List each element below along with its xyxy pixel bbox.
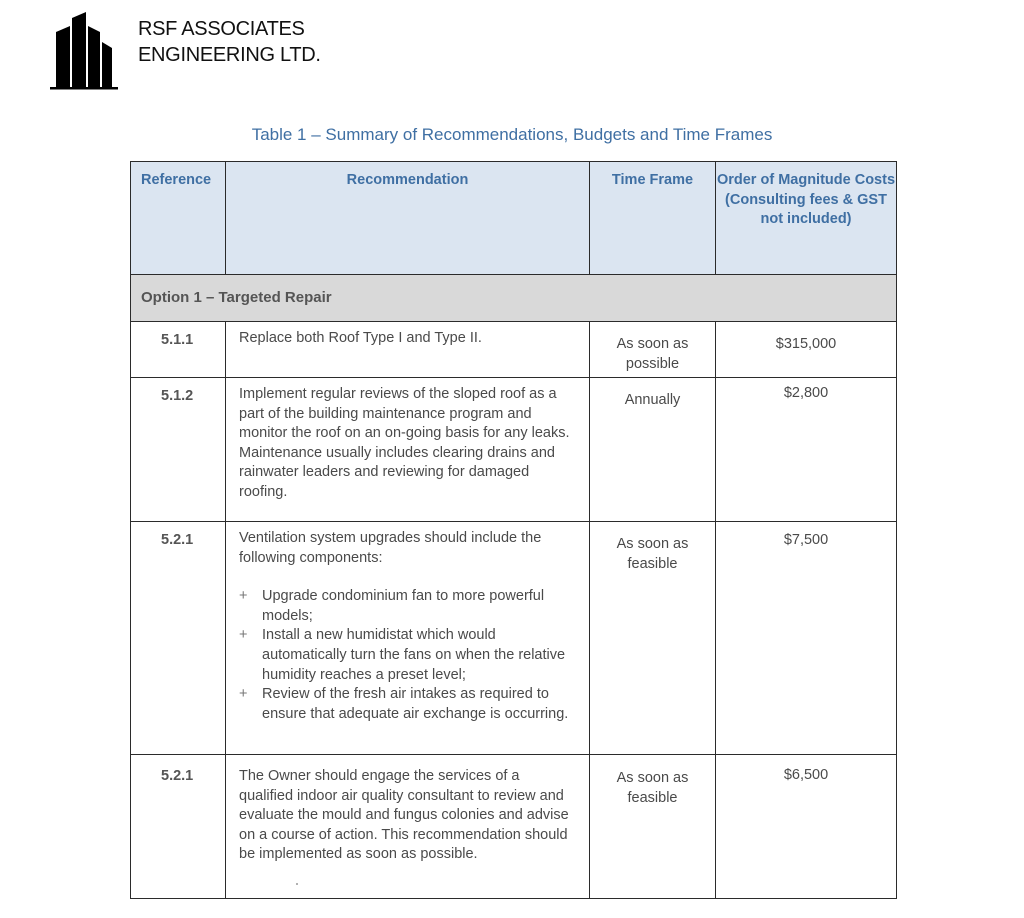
company-name <box>138 16 321 68</box>
row-reference: 5.2.1 <box>131 522 226 755</box>
row-recommendation: Implement regular reviews of the sloped roof as a part of the building maintenance program and monitor the roof on an on-going basis for any leaks. Maintenance usually includes clearing drains and rainwater leaders and reviewing for damaged roofing. <box>226 378 590 522</box>
header-reference: Reference <box>131 162 226 275</box>
list-item: + Upgrade condominium fan to more powerful models; <box>239 588 545 624</box>
row-cost: $315,000 <box>716 322 897 378</box>
row-recommendation: The Owner should engage the services of a qualified indoor air quality consultant to review and evaluate the mould and fungus colonies and advise on a course of action. This recommendation should be implemented as soon as possible. <box>226 755 590 899</box>
table-row <box>131 522 897 755</box>
row-reference: 5.1.2 <box>131 378 226 522</box>
header-recommendation: Recommendation <box>226 162 590 275</box>
row-reference: 5.2.1 <box>131 755 226 899</box>
row-time-frame: Annually <box>590 378 716 522</box>
plus-icon: + <box>239 588 248 605</box>
table-header-row <box>131 162 897 275</box>
list-item: + Install a new humidistat which would automatically turn the fans on when the relative humidity reaches a preset level; <box>239 627 566 683</box>
row-recommendation: Replace both Roof Type I and Type II. <box>226 322 590 378</box>
table-row <box>131 755 897 899</box>
row-cost: $6,500 <box>716 755 897 899</box>
row-time-frame: As soon as feasible <box>590 755 716 899</box>
row-recommendation-intro: Ventilation system upgrades should include the following components: <box>239 530 542 566</box>
company-name-line1: RSF ASSOCIATES <box>138 18 305 40</box>
table-row <box>131 322 897 378</box>
row-recommendation <box>226 522 590 755</box>
company-name-line2: ENGINEERING LTD. <box>138 44 321 66</box>
header-time-frame: Time Frame <box>590 162 716 275</box>
row-cost: $7,500 <box>716 522 897 755</box>
row-reference: 5.1.1 <box>131 322 226 378</box>
row-time-frame: As soon as possible <box>590 322 716 378</box>
component-list <box>239 587 575 724</box>
stray-dot <box>296 883 298 885</box>
row-time-frame: As soon as feasible <box>590 522 716 755</box>
option-label: Option 1 – Targeted Repair <box>131 275 897 322</box>
plus-icon: + <box>239 686 248 703</box>
option-row <box>131 275 897 322</box>
recommendations-table <box>130 161 897 899</box>
row-cost: $2,800 <box>716 378 897 522</box>
header-costs: Order of Magnitude Costs (Consulting fees & GST not included) <box>716 162 897 275</box>
building-icon <box>48 10 120 90</box>
list-item: + Review of the fresh air intakes as required to ensure that adequate air exchange is occurring. <box>239 686 569 722</box>
table-title: Table 1 – Summary of Recommendations, Budgets and Time Frames <box>251 125 773 144</box>
plus-icon: + <box>239 627 248 644</box>
table-row <box>131 378 897 522</box>
